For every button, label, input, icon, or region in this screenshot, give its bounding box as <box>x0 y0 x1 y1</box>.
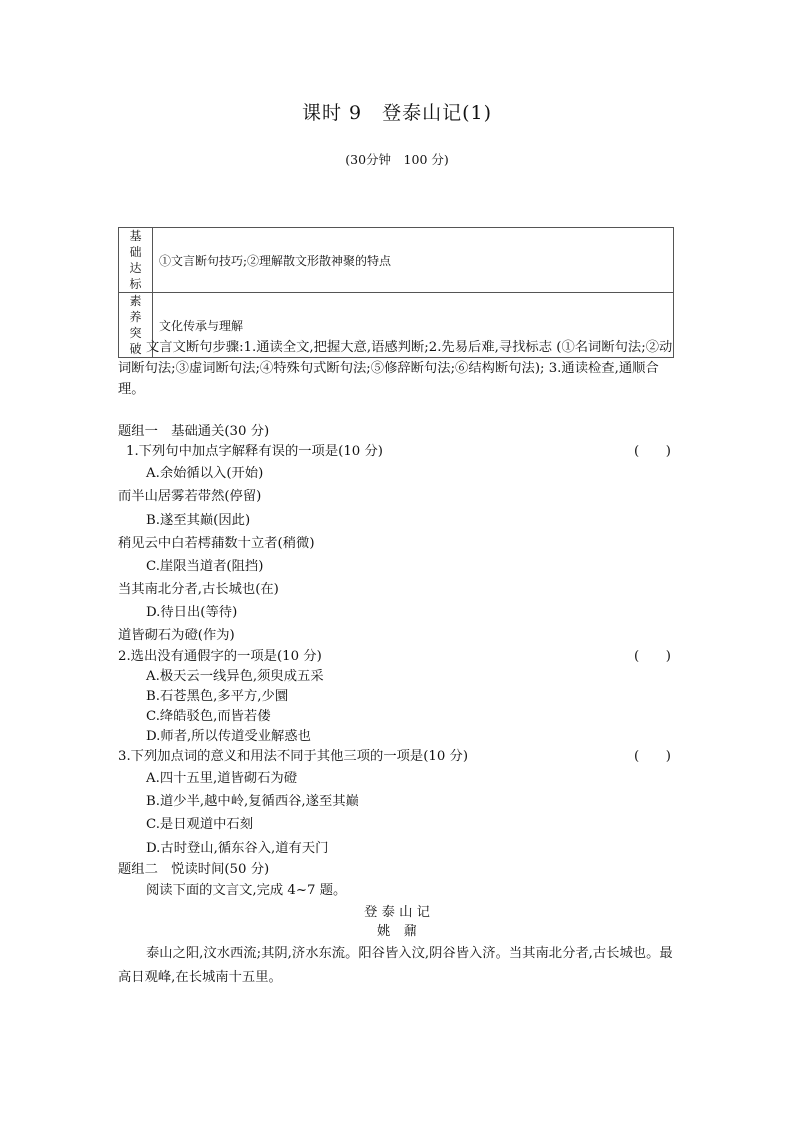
group1-heading: 题组一 基础通关(30 分) <box>118 424 270 439</box>
goals-row-head: 基础达标 <box>119 228 153 293</box>
q1-option-line: 当其南北分者,古长城也(在) <box>118 582 279 597</box>
q1-option-line: 道皆砌石为磴(作为) <box>118 628 235 643</box>
q1-answer-paren: ( ) <box>634 444 671 459</box>
q1-stem: 1.下列句中加点字解释有误的一项是(10 分) <box>126 444 383 459</box>
goals-row-text: 文化传承与理解 <box>153 293 674 358</box>
q2-option: D.师者,所以传道受业解惑也 <box>146 729 311 744</box>
q2-answer-paren: ( ) <box>634 649 671 664</box>
goals-row <box>119 228 674 293</box>
q3-stem: 3.下列加点词的意义和用法不同于其他三项的一项是(10 分) <box>118 749 469 764</box>
time-score-note: (30分钟 100 分) <box>345 152 449 167</box>
group2-heading: 题组二 悦读时间(50 分) <box>118 862 270 877</box>
q1-option-line: 而半山居雾若带然(停留) <box>118 489 262 504</box>
method-intro: 文言文断句步骤:1.通读全文,把握大意,语感判断;2.先易后难,寻找标志 (①名词断句法;②动词断句法;③虚词断句法;④特殊句式断句法;⑤修辞断句法;⑥结构断句法); 3.通读检查,通顺合理。 <box>118 340 673 397</box>
q3-option: D.古时登山,循东谷入,道有天门 <box>146 841 329 856</box>
q2-option: A.极天云一线异色,须臾成五采 <box>146 669 324 684</box>
goals-row-text: ①文言断句技巧;②理解散文形散神聚的特点 <box>153 228 674 293</box>
page-title: 课时 9 登泰山记(1) <box>301 102 493 124</box>
q1-option-line: 稍见云中白若樗蒱数十立者(稍微) <box>118 536 315 551</box>
q2-option: C.绛皓驳色,而皆若偻 <box>146 709 271 724</box>
passage-title: 登 泰 山 记 <box>364 905 430 920</box>
q1-option-line: D.待日出(等待) <box>146 605 238 620</box>
passage-author: 姚 鼐 <box>377 924 417 939</box>
reading-instruction: 阅读下面的文言文,完成 4~7 题。 <box>146 883 347 898</box>
q3-answer-paren: ( ) <box>634 749 671 764</box>
q2-option: B.石苍黑色,多平方,少圜 <box>146 689 289 704</box>
q2-stem: 2.选出没有通假字的一项是(10 分) <box>118 649 322 664</box>
q3-option: A.四十五里,道皆砌石为磴 <box>146 771 298 786</box>
q3-option: C.是日观道中石刻 <box>146 817 254 832</box>
q3-option: B.道少半,越中岭,复循西谷,遂至其巅 <box>146 794 359 809</box>
goals-row-head: 素养突破 <box>119 293 153 358</box>
q1-option-line: A.余始循以入(开始) <box>146 466 264 481</box>
passage-text: 泰山之阳,汶水西流;其阴,济水东流。阳谷皆入汶,阴谷皆入济。当其南北分者,古长城也。最高日观峰,在长城南十五里。 <box>118 946 673 985</box>
q1-option-line: B.遂至其巅(因此) <box>146 513 251 528</box>
q1-option-line: C.崖限当道者(阻挡) <box>146 559 264 574</box>
